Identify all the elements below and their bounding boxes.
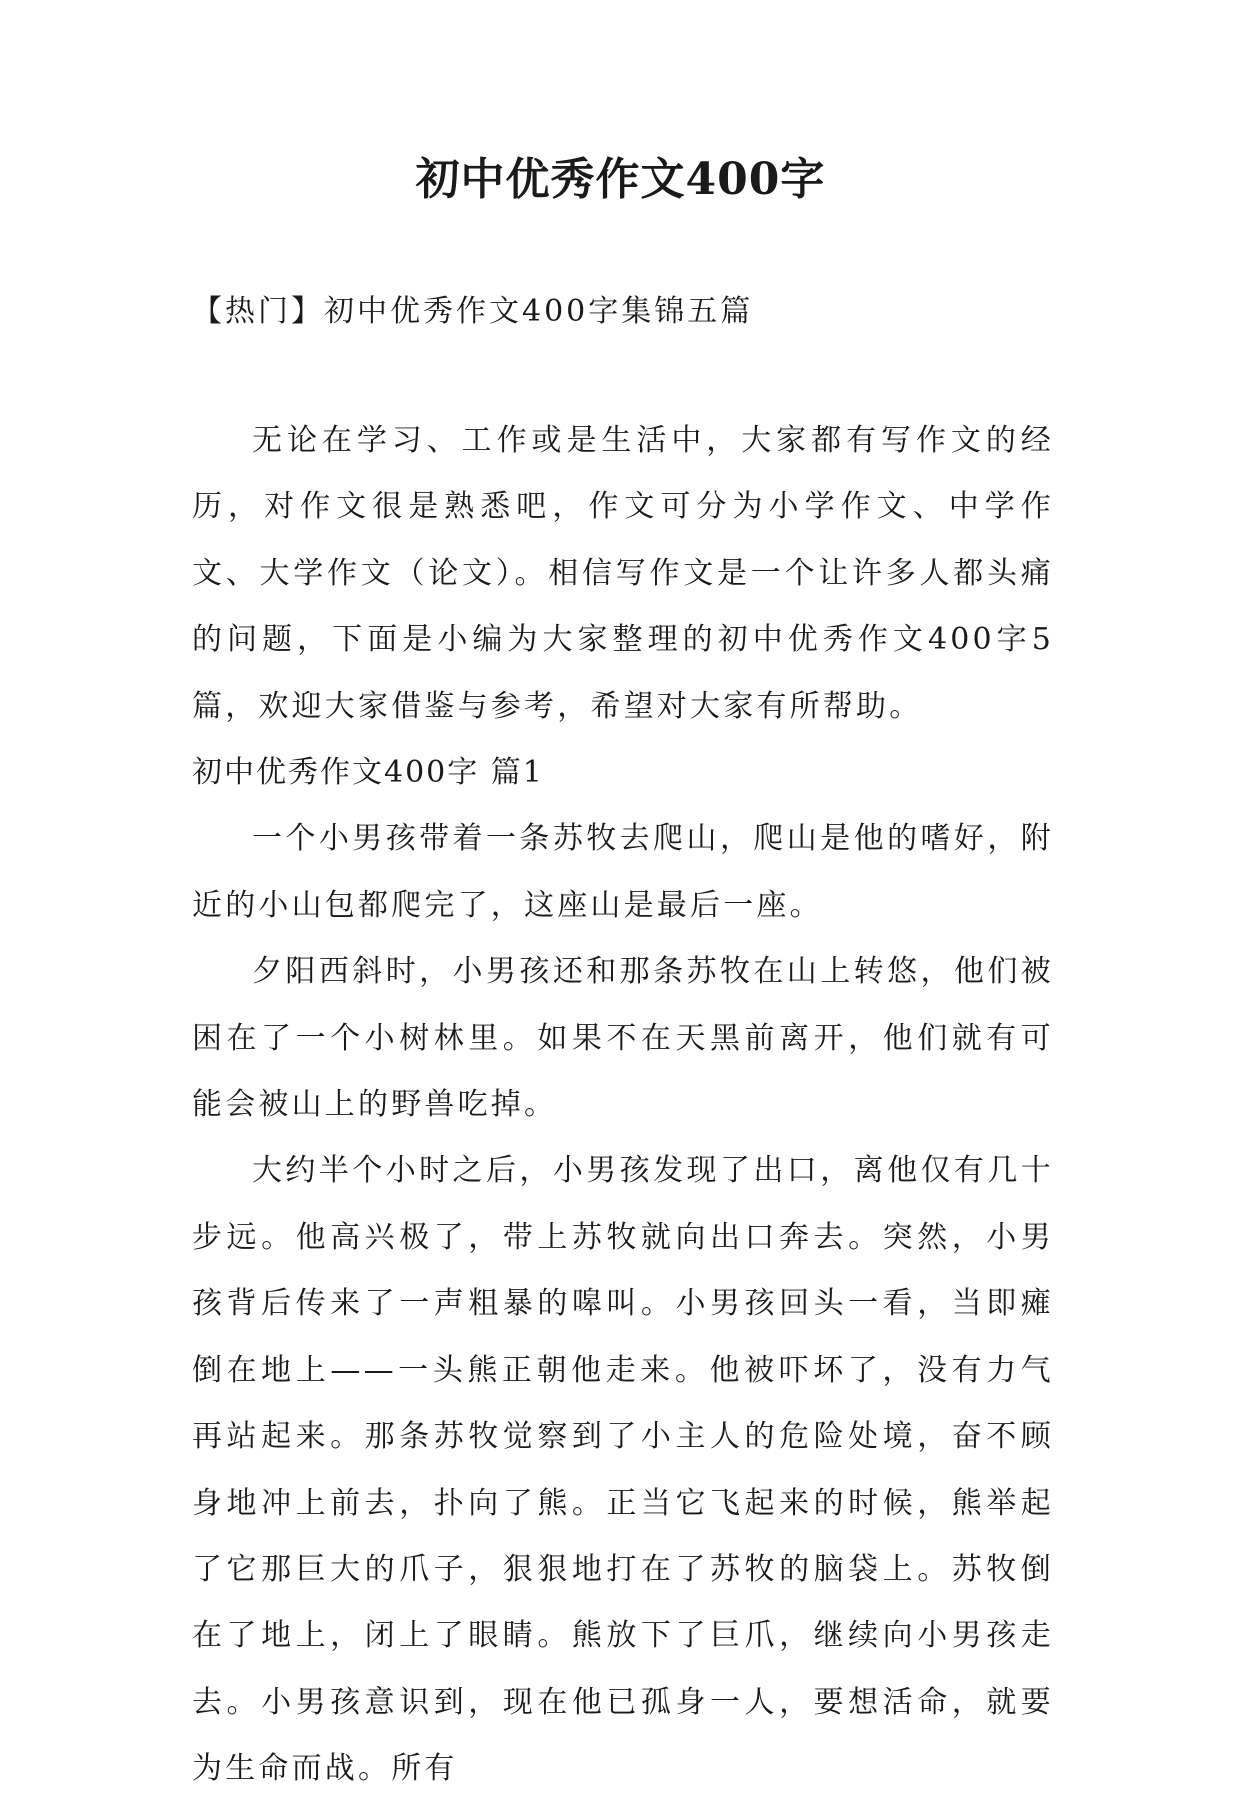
- intro-paragraph: 无论在学习、工作或是生活中，大家都有写作文的经历，对作文很是熟悉吧，作文可分为小学作文、中学作文、大学作文（论文）。相信写作文是一个让许多人都头痛的问题，下面是小编为大家整理的初中优秀作文400字5篇，欢迎大家借鉴与参考，希望对大家有所帮助。: [192, 423, 1055, 724]
- section-heading: 初中优秀作文400字 篇1: [192, 755, 544, 791]
- body-paragraph: 一个小男孩带着一条苏牧去爬山，爬山是他的嗜好，附近的小山包都爬完了，这座山是最后一座。: [192, 821, 1054, 923]
- document-subtitle: 【热门】初中优秀作文400字集锦五篇: [192, 294, 754, 329]
- body-paragraph: 大约半个小时之后，小男孩发现了出口，离他仅有几十步远。他高兴极了，带上苏牧就向出口奔去。突然，小男孩背后传来了一声粗暴的嗥叫。小男孩回头一看，当即瘫倒在地上——一头熊正朝他走来。他被吓坏了，没有力气再站起来。那条苏牧觉察到了小主人的危险处境，奋不顾身地冲上前去，扑向了熊。正当它飞起来的时候，熊举起了它那巨大的爪子，狠狠地打在了苏牧的脑袋上。苏牧倒在了地上，闭上了眼睛。熊放下了巨爪，继续向小男孩走去。小男孩意识到，现在他已孤身一人，要想活命，就要为生命而战。所有: [192, 1153, 1054, 1787]
- document-title: 初中优秀作文400字: [415, 154, 826, 205]
- document-body: [192, 408, 1054, 1803]
- body-paragraph: 夕阳西斜时，小男孩还和那条苏牧在山上转悠，他们被困在了一个小树林里。如果不在天黑前离开，他们就有可能会被山上的野兽吃掉。: [192, 954, 1054, 1123]
